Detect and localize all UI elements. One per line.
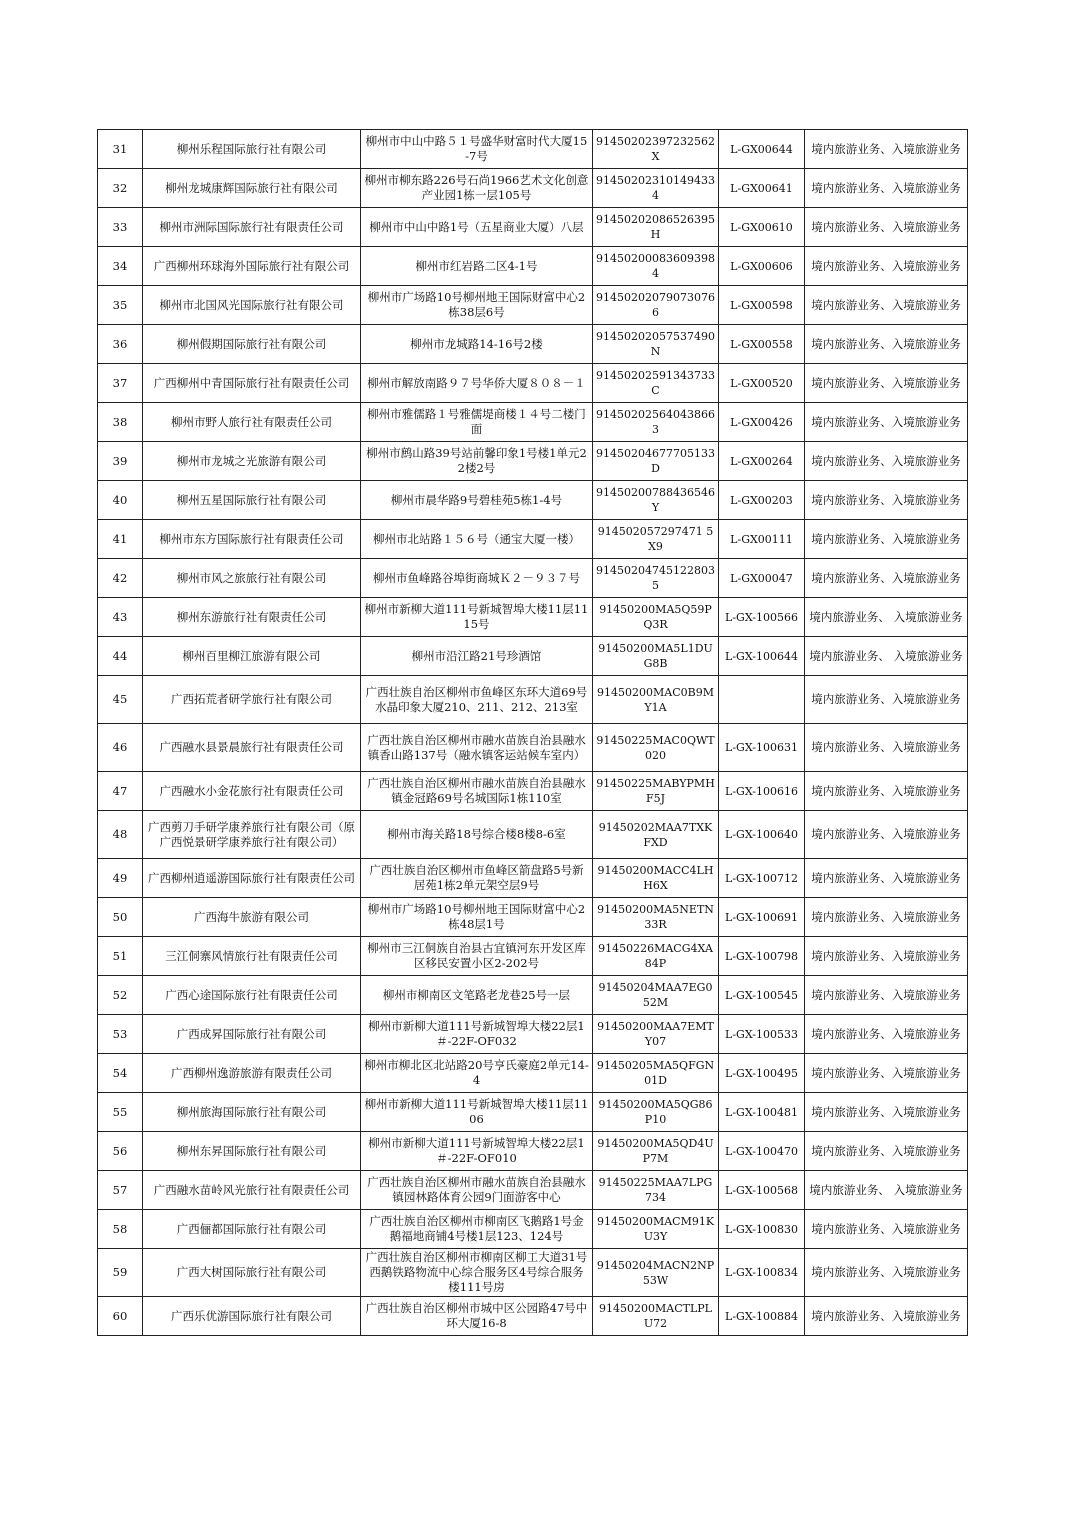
row-number: 60 bbox=[98, 1297, 143, 1336]
license-number: L-GX00644 bbox=[719, 130, 805, 169]
row-number: 36 bbox=[98, 325, 143, 364]
agency-name: 广西柳州逍遥游国际旅行社有限责任公司 bbox=[143, 859, 361, 898]
table-row bbox=[98, 1210, 968, 1249]
license-number: L-GX-100568 bbox=[719, 1171, 805, 1210]
license-number: L-GX-100470 bbox=[719, 1132, 805, 1171]
agency-name: 柳州市龙城之光旅游有限公司 bbox=[143, 442, 361, 481]
travel-agency-table bbox=[97, 129, 968, 1336]
business-scope: 境内旅游业务、入境旅游业务 bbox=[805, 130, 968, 169]
agency-name: 柳州市东方国际旅行社有限责任公司 bbox=[143, 520, 361, 559]
license-number: L-GX00203 bbox=[719, 481, 805, 520]
row-number: 37 bbox=[98, 364, 143, 403]
agency-address: 柳州市解放南路９７号华侨大厦８０８－１ bbox=[361, 364, 593, 403]
table-row bbox=[98, 208, 968, 247]
agency-address: 柳州市广场路10号柳州地王国际财富中心2栋48层1号 bbox=[361, 898, 593, 937]
agency-address: 柳州市柳东路226号石尚1966艺术文化创意产业园1栋一层105号 bbox=[361, 169, 593, 208]
table-row bbox=[98, 637, 968, 676]
row-number: 52 bbox=[98, 976, 143, 1015]
business-scope: 境内旅游业务、入境旅游业务 bbox=[805, 559, 968, 598]
table-row bbox=[98, 520, 968, 559]
agency-name: 柳州市风之旅旅行社有限公司 bbox=[143, 559, 361, 598]
agency-name: 柳州东昇国际旅行社有限公司 bbox=[143, 1132, 361, 1171]
row-number: 59 bbox=[98, 1249, 143, 1297]
license-number: L-GX-100545 bbox=[719, 976, 805, 1015]
business-scope: 境内旅游业务、入境旅游业务 bbox=[805, 859, 968, 898]
table-row bbox=[98, 898, 968, 937]
row-number: 33 bbox=[98, 208, 143, 247]
license-number: L-GX-100566 bbox=[719, 598, 805, 637]
agency-name: 柳州市洲际国际旅行社有限责任公司 bbox=[143, 208, 361, 247]
agency-address: 柳州市中山中路1号（五星商业大厦）八层 bbox=[361, 208, 593, 247]
license-number: L-GX-100640 bbox=[719, 811, 805, 859]
table-row bbox=[98, 1093, 968, 1132]
credit-code: 91450204MAA7EG052M bbox=[593, 976, 719, 1015]
credit-code: 91450204677705133D bbox=[593, 442, 719, 481]
table-row bbox=[98, 1132, 968, 1171]
row-number: 58 bbox=[98, 1210, 143, 1249]
table-row bbox=[98, 676, 968, 724]
row-number: 56 bbox=[98, 1132, 143, 1171]
row-number: 47 bbox=[98, 772, 143, 811]
license-number: L-GX-100830 bbox=[719, 1210, 805, 1249]
credit-code: 914502020790730766 bbox=[593, 286, 719, 325]
agency-name: 广西柳州环球海外国际旅行社有限公司 bbox=[143, 247, 361, 286]
business-scope: 境内旅游业务、入境旅游业务 bbox=[805, 676, 968, 724]
credit-code: 91450202591343733C bbox=[593, 364, 719, 403]
agency-name: 柳州百里柳江旅游有限公司 bbox=[143, 637, 361, 676]
credit-code: 91450205MA5QFGN01D bbox=[593, 1054, 719, 1093]
license-number: L-GX-100631 bbox=[719, 724, 805, 772]
license-number: L-GX00520 bbox=[719, 364, 805, 403]
row-number: 51 bbox=[98, 937, 143, 976]
row-number: 57 bbox=[98, 1171, 143, 1210]
agency-address: 柳州市新柳大道111号新城智埠大楼22层1＃-22F-OF010 bbox=[361, 1132, 593, 1171]
table-row bbox=[98, 286, 968, 325]
agency-name: 广西乐优游国际旅行社有限公司 bbox=[143, 1297, 361, 1336]
business-scope: 境内旅游业务、入境旅游业务 bbox=[805, 1297, 968, 1336]
license-number: L-GX-100616 bbox=[719, 772, 805, 811]
business-scope: 境内旅游业务、入境旅游业务 bbox=[805, 976, 968, 1015]
credit-code: 91450202057537490N bbox=[593, 325, 719, 364]
table-row bbox=[98, 1015, 968, 1054]
row-number: 43 bbox=[98, 598, 143, 637]
credit-code: 91450202MAA7TXKFXD bbox=[593, 811, 719, 859]
table-row bbox=[98, 976, 968, 1015]
license-number: L-GX00047 bbox=[719, 559, 805, 598]
license-number: L-GX-100834 bbox=[719, 1249, 805, 1297]
row-number: 55 bbox=[98, 1093, 143, 1132]
table-row bbox=[98, 247, 968, 286]
business-scope: 境内旅游业务、入境旅游业务 bbox=[805, 1054, 968, 1093]
business-scope: 境内旅游业务、入境旅游业务 bbox=[805, 208, 968, 247]
row-number: 41 bbox=[98, 520, 143, 559]
license-number: L-GX-100533 bbox=[719, 1015, 805, 1054]
credit-code: 91450202086526395H bbox=[593, 208, 719, 247]
agency-name: 柳州乐程国际旅行社有限公司 bbox=[143, 130, 361, 169]
agency-name: 广西拓荒者研学旅行社有限公司 bbox=[143, 676, 361, 724]
agency-address: 柳州市雅儒路１号雅儒堤商楼１４号二楼门面 bbox=[361, 403, 593, 442]
agency-name: 广西融水小金花旅行社有限责任公司 bbox=[143, 772, 361, 811]
business-scope: 境内旅游业务、入境旅游业务 bbox=[805, 1015, 968, 1054]
credit-code: 91450200MACTLPLU72 bbox=[593, 1297, 719, 1336]
business-scope: 境内旅游业务、入境旅游业务 bbox=[805, 1249, 968, 1297]
row-number: 50 bbox=[98, 898, 143, 937]
table-row bbox=[98, 325, 968, 364]
agency-address: 柳州市新柳大道111号新城智埠大楼11层1106 bbox=[361, 1093, 593, 1132]
table-row bbox=[98, 130, 968, 169]
agency-name: 柳州市野人旅行社有限责任公司 bbox=[143, 403, 361, 442]
business-scope: 境内旅游业务、入境旅游业务 bbox=[805, 247, 968, 286]
business-scope: 境内旅游业务、入境旅游业务 bbox=[805, 520, 968, 559]
license-number: L-GX00558 bbox=[719, 325, 805, 364]
business-scope: 境内旅游业务、 入境旅游业务 bbox=[805, 1171, 968, 1210]
row-number: 42 bbox=[98, 559, 143, 598]
credit-code: 91450200MA5QG86P10 bbox=[593, 1093, 719, 1132]
table-row bbox=[98, 772, 968, 811]
row-number: 46 bbox=[98, 724, 143, 772]
business-scope: 境内旅游业务、入境旅游业务 bbox=[805, 169, 968, 208]
license-number: L-GX-100884 bbox=[719, 1297, 805, 1336]
agency-address: 广西壮族自治区柳州市柳南区柳工大道31号西鹅铁路物流中心综合服务区4号综合服务楼111号房 bbox=[361, 1249, 593, 1297]
credit-code: 91450225MAA7LPG734 bbox=[593, 1171, 719, 1210]
business-scope: 境内旅游业务、入境旅游业务 bbox=[805, 772, 968, 811]
credit-code: 91450200MA5L1DUG8B bbox=[593, 637, 719, 676]
business-scope: 境内旅游业务、入境旅游业务 bbox=[805, 937, 968, 976]
agency-name: 广西海牛旅游有限公司 bbox=[143, 898, 361, 937]
agency-address: 柳州市晨华路9号碧桂苑5栋1-4号 bbox=[361, 481, 593, 520]
row-number: 40 bbox=[98, 481, 143, 520]
agency-address: 柳州市红岩路二区4-1号 bbox=[361, 247, 593, 286]
credit-code: 91450202397232562X bbox=[593, 130, 719, 169]
row-number: 49 bbox=[98, 859, 143, 898]
business-scope: 境内旅游业务、 入境旅游业务 bbox=[805, 637, 968, 676]
row-number: 45 bbox=[98, 676, 143, 724]
credit-code: 914502023101494334 bbox=[593, 169, 719, 208]
license-number bbox=[719, 676, 805, 724]
business-scope: 境内旅游业务、入境旅游业务 bbox=[805, 364, 968, 403]
agency-address: 柳州市柳北区北站路20号亨氏豪庭2单元14-4 bbox=[361, 1054, 593, 1093]
agency-address: 广西壮族自治区柳州市融水苗族自治县融水镇园林路体育公园9门面游客中心 bbox=[361, 1171, 593, 1210]
credit-code: 91450225MAC0QWT020 bbox=[593, 724, 719, 772]
row-number: 39 bbox=[98, 442, 143, 481]
agency-name: 广西俪都国际旅行社有限公司 bbox=[143, 1210, 361, 1249]
row-number: 38 bbox=[98, 403, 143, 442]
table-row bbox=[98, 1054, 968, 1093]
license-number: L-GX-100481 bbox=[719, 1093, 805, 1132]
row-number: 54 bbox=[98, 1054, 143, 1093]
business-scope: 境内旅游业务、入境旅游业务 bbox=[805, 481, 968, 520]
credit-code: 91450204MACN2NP53W bbox=[593, 1249, 719, 1297]
agency-address: 柳州市沿江路21号珍酒馆 bbox=[361, 637, 593, 676]
row-number: 53 bbox=[98, 1015, 143, 1054]
agency-name: 柳州旅海国际旅行社有限公司 bbox=[143, 1093, 361, 1132]
credit-code: 91450200MA5Q59PQ3R bbox=[593, 598, 719, 637]
license-number: L-GX-100495 bbox=[719, 1054, 805, 1093]
table-row bbox=[98, 442, 968, 481]
credit-code: 91450200788436546Y bbox=[593, 481, 719, 520]
table-row bbox=[98, 724, 968, 772]
table-row bbox=[98, 811, 968, 859]
agency-name: 广西融水苗岭风光旅行社有限责任公司 bbox=[143, 1171, 361, 1210]
table-row bbox=[98, 598, 968, 637]
agency-address: 广西壮族自治区柳州市鱼峰区箭盘路5号新居苑1栋2单元架空层9号 bbox=[361, 859, 593, 898]
agency-name: 广西心途国际旅行社有限责任公司 bbox=[143, 976, 361, 1015]
agency-name: 广西柳州逸游旅游有限责任公司 bbox=[143, 1054, 361, 1093]
agency-address: 柳州市柳南区文笔路老龙巷25号一层 bbox=[361, 976, 593, 1015]
table-row bbox=[98, 937, 968, 976]
credit-code: 91450200MA5NETN33R bbox=[593, 898, 719, 937]
table-row bbox=[98, 481, 968, 520]
agency-name: 广西成昇国际旅行社有限公司 bbox=[143, 1015, 361, 1054]
table-row bbox=[98, 364, 968, 403]
credit-code: 91450200MACM91KU3Y bbox=[593, 1210, 719, 1249]
row-number: 34 bbox=[98, 247, 143, 286]
agency-address: 柳州市三江侗族自治县古宜镇河东开发区库区移民安置小区2-202号 bbox=[361, 937, 593, 976]
business-scope: 境内旅游业务、入境旅游业务 bbox=[805, 325, 968, 364]
license-number: L-GX-100712 bbox=[719, 859, 805, 898]
credit-code: 914502057297471 5X9 bbox=[593, 520, 719, 559]
business-scope: 境内旅游业务、入境旅游业务 bbox=[805, 403, 968, 442]
agency-address: 广西壮族自治区柳州市鱼峰区东环大道69号水晶印象大厦210、211、212、213室 bbox=[361, 676, 593, 724]
agency-address: 柳州市龙城路14-16号2楼 bbox=[361, 325, 593, 364]
credit-code: 914502047451228035 bbox=[593, 559, 719, 598]
agency-address: 柳州市鱼峰路谷埠街商城Ｋ２－９３７号 bbox=[361, 559, 593, 598]
agency-name: 柳州东游旅行社有限责任公司 bbox=[143, 598, 361, 637]
agency-name: 柳州龙城康辉国际旅行社有限公司 bbox=[143, 169, 361, 208]
credit-code: 914502025640438663 bbox=[593, 403, 719, 442]
agency-name: 广西柳州中青国际旅行社有限责任公司 bbox=[143, 364, 361, 403]
license-number: L-GX00641 bbox=[719, 169, 805, 208]
business-scope: 境内旅游业务、入境旅游业务 bbox=[805, 898, 968, 937]
agency-address: 柳州市北站路１５６号（通宝大厦一楼） bbox=[361, 520, 593, 559]
table-body bbox=[98, 130, 968, 1336]
agency-address: 广西壮族自治区柳州市融水苗族自治县融水镇香山路137号（融水镇客运站候车室内） bbox=[361, 724, 593, 772]
license-number: L-GX00111 bbox=[719, 520, 805, 559]
agency-address: 广西壮族自治区柳州市融水苗族自治县融水镇金冠路69号名城国际1栋110室 bbox=[361, 772, 593, 811]
credit-code: 91450200MAC0B9MY1A bbox=[593, 676, 719, 724]
credit-code: 91450200MACC4LHH6X bbox=[593, 859, 719, 898]
license-number: L-GX00610 bbox=[719, 208, 805, 247]
credit-code: 91450226MACG4XA84P bbox=[593, 937, 719, 976]
credit-code: 91450225MABYPMHF5J bbox=[593, 772, 719, 811]
license-number: L-GX-100644 bbox=[719, 637, 805, 676]
table-row bbox=[98, 1171, 968, 1210]
agency-address: 广西壮族自治区柳州市城中区公园路47号中环大厦16-8 bbox=[361, 1297, 593, 1336]
license-number: L-GX00426 bbox=[719, 403, 805, 442]
agency-name: 柳州五星国际旅行社有限公司 bbox=[143, 481, 361, 520]
agency-name: 广西大树国际旅行社有限公司 bbox=[143, 1249, 361, 1297]
row-number: 44 bbox=[98, 637, 143, 676]
credit-code: 91450200MA5QD4UP7M bbox=[593, 1132, 719, 1171]
license-number: L-GX-100798 bbox=[719, 937, 805, 976]
table-row bbox=[98, 1249, 968, 1297]
agency-address: 柳州市新柳大道111号新城智埠大楼11层1115号 bbox=[361, 598, 593, 637]
row-number: 32 bbox=[98, 169, 143, 208]
row-number: 35 bbox=[98, 286, 143, 325]
business-scope: 境内旅游业务、入境旅游业务 bbox=[805, 286, 968, 325]
agency-name: 广西融水县景晨旅行社有限责任公司 bbox=[143, 724, 361, 772]
business-scope: 境内旅游业务、 入境旅游业务 bbox=[805, 598, 968, 637]
license-number: L-GX00606 bbox=[719, 247, 805, 286]
table-row bbox=[98, 859, 968, 898]
business-scope: 境内旅游业务、入境旅游业务 bbox=[805, 442, 968, 481]
license-number: L-GX00598 bbox=[719, 286, 805, 325]
business-scope: 境内旅游业务、入境旅游业务 bbox=[805, 1132, 968, 1171]
table-row bbox=[98, 559, 968, 598]
agency-address: 柳州市新柳大道111号新城智埠大楼22层1＃-22F-OF032 bbox=[361, 1015, 593, 1054]
business-scope: 境内旅游业务、入境旅游业务 bbox=[805, 1210, 968, 1249]
credit-code: 91450200MAA7EMTY07 bbox=[593, 1015, 719, 1054]
agency-address: 广西壮族自治区柳州市柳南区飞鹅路1号金鹅福地商铺4号楼1层123、124号 bbox=[361, 1210, 593, 1249]
credit-code: 914502000836093984 bbox=[593, 247, 719, 286]
table-row bbox=[98, 1297, 968, 1336]
business-scope: 境内旅游业务、入境旅游业务 bbox=[805, 811, 968, 859]
agency-name: 柳州市北国风光国际旅行社有限公司 bbox=[143, 286, 361, 325]
row-number: 48 bbox=[98, 811, 143, 859]
business-scope: 境内旅游业务、入境旅游业务 bbox=[805, 1093, 968, 1132]
agency-name: 柳州假期国际旅行社有限公司 bbox=[143, 325, 361, 364]
agency-address: 柳州市广场路10号柳州地王国际财富中心2栋38层6号 bbox=[361, 286, 593, 325]
business-scope: 境内旅游业务、入境旅游业务 bbox=[805, 724, 968, 772]
table-row bbox=[98, 403, 968, 442]
agency-address: 柳州市海关路18号综合楼8楼8-6室 bbox=[361, 811, 593, 859]
table-row bbox=[98, 169, 968, 208]
agency-name: 三江侗寨风情旅行社有限责任公司 bbox=[143, 937, 361, 976]
agency-name: 广西剪刀手研学康养旅行社有限公司（原广西悦景研学康养旅行社有限公司） bbox=[143, 811, 361, 859]
agency-address: 柳州市鹧山路39号站前馨印象1号楼1单元22楼2号 bbox=[361, 442, 593, 481]
agency-address: 柳州市中山中路５１号盛华财富时代大厦15-7号 bbox=[361, 130, 593, 169]
license-number: L-GX00264 bbox=[719, 442, 805, 481]
license-number: L-GX-100691 bbox=[719, 898, 805, 937]
row-number: 31 bbox=[98, 130, 143, 169]
